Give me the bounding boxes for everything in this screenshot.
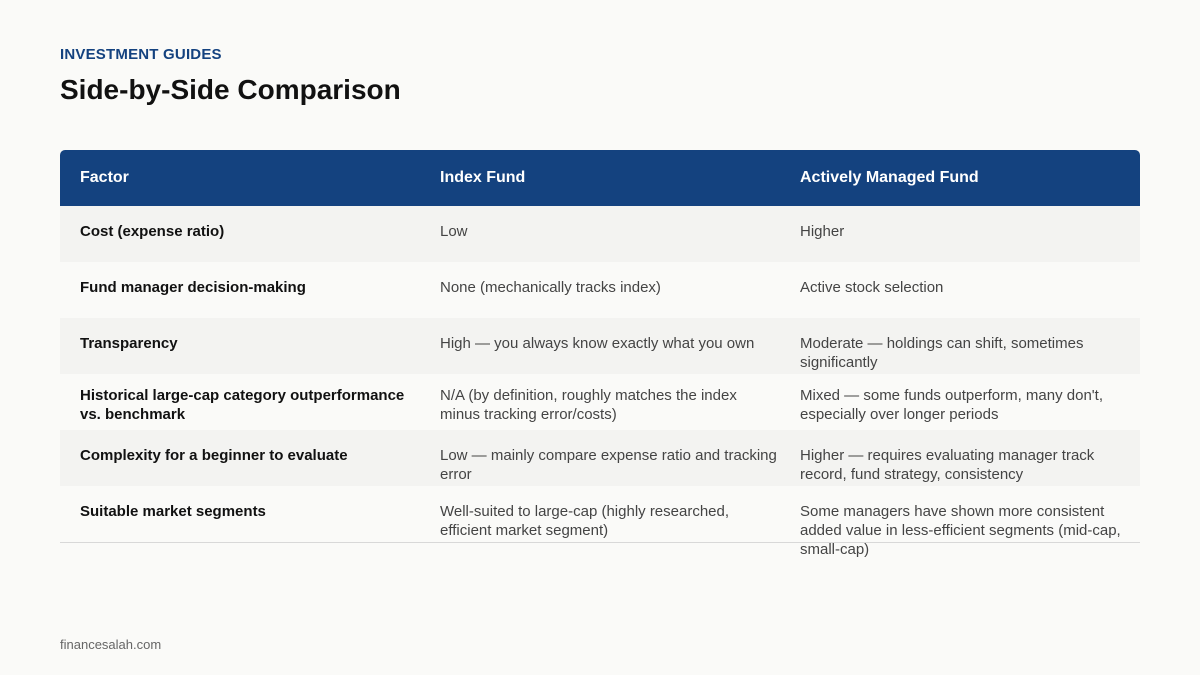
row-active-cell: Higher — requires evaluating manager track record, fund strategy, consistency <box>800 447 1095 483</box>
row-index-cell: N/A (by definition, roughly matches the index minus tracking error/costs) <box>440 387 737 423</box>
row-factor-cell: Suitable market segments <box>80 503 266 520</box>
column-header-factor: Factor <box>80 169 129 186</box>
table-row <box>60 262 1140 318</box>
table-header-row <box>60 150 1140 206</box>
row-index-cell: Low — mainly compare expense ratio and tracking error <box>440 447 777 483</box>
row-factor-cell: Cost (expense ratio) <box>80 223 225 240</box>
row-factor-cell: Fund manager decision-making <box>80 279 306 296</box>
table-row <box>60 318 1140 374</box>
table-row <box>60 430 1140 486</box>
row-factor-cell: Historical large-cap category outperformance vs. benchmark <box>80 387 405 423</box>
row-index-cell: High — you always know exactly what you own <box>440 335 755 352</box>
column-header-index-fund: Index Fund <box>440 169 526 186</box>
row-factor-cell: Transparency <box>80 335 178 352</box>
row-index-cell: Well-suited to large-cap (highly researched, efficient market segment) <box>440 503 730 539</box>
row-active-cell: Higher <box>800 223 845 240</box>
row-index-cell: Low <box>440 223 468 240</box>
row-index-cell: None (mechanically tracks index) <box>440 279 661 296</box>
footer-source: financesalah.com <box>60 637 162 652</box>
row-active-cell: Some managers have shown more consistent added value in less-efficient segments (mid-cap, small-cap) <box>800 503 1121 558</box>
table-row <box>60 374 1140 430</box>
row-active-cell: Moderate — holdings can shift, sometimes significantly <box>800 335 1084 371</box>
row-factor-cell: Complexity for a beginner to evaluate <box>80 447 348 464</box>
section-eyebrow: INVESTMENT GUIDES <box>60 46 222 63</box>
column-header-active-fund: Actively Managed Fund <box>800 169 979 186</box>
table-row <box>60 486 1140 558</box>
row-active-cell: Mixed — some funds outperform, many don't, especially over longer periods <box>800 387 1103 423</box>
row-active-cell: Active stock selection <box>800 279 944 296</box>
comparison-table <box>60 150 1140 558</box>
table-bottom-divider <box>60 542 1140 543</box>
page-title: Side-by-Side Comparison <box>60 74 401 105</box>
table-row <box>60 206 1140 262</box>
